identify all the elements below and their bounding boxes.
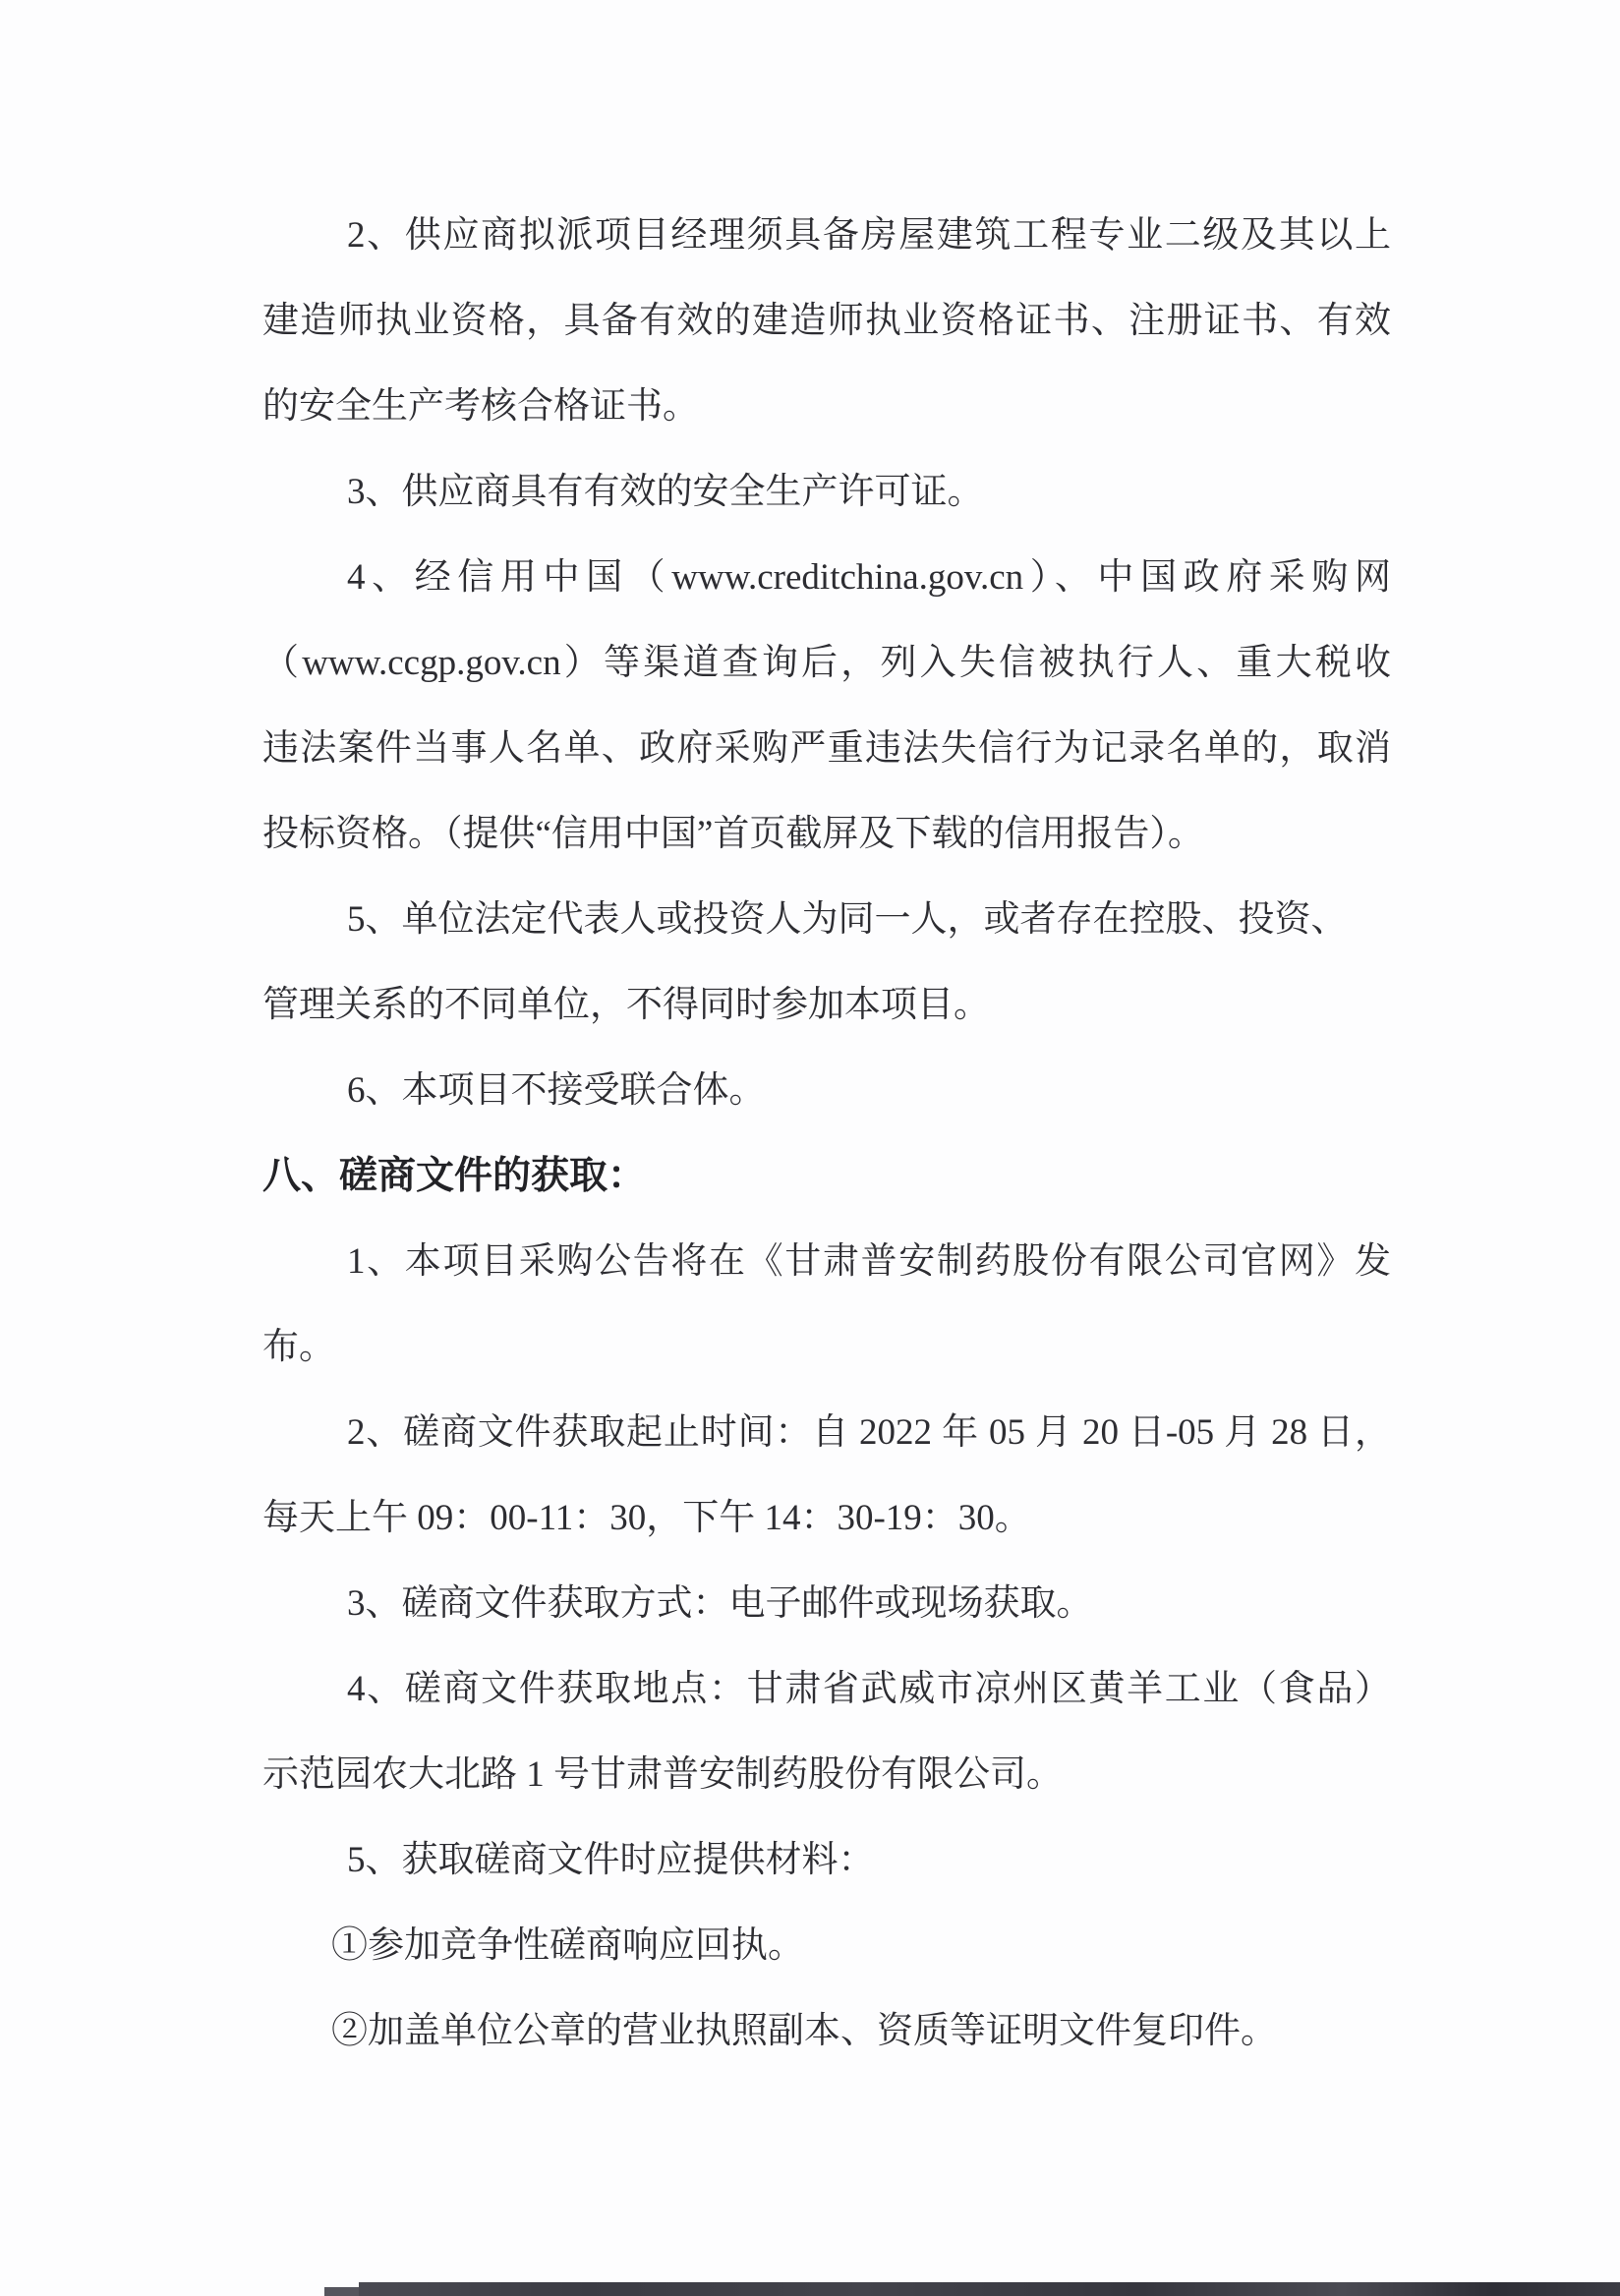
text-line: 的安全生产考核合格证书。 (262, 386, 699, 427)
text-line: 3、磋商文件获取方式：电子邮件或现场获取。 (347, 1583, 1093, 1624)
text-line: 投标资格。（提供“信用中国”首页截屏及下载的信用报告）。 (262, 814, 1204, 854)
text-line: 八、磋商文件的获取： (262, 1155, 647, 1197)
document-body (262, 193, 1391, 2074)
text-line: （www.ccgp.gov.cn）等渠道查询后，列入失信被执行人、重大税收 (262, 643, 1391, 683)
text-line: 5、获取磋商文件时应提供材料： (347, 1840, 875, 1880)
text-line: 6、本项目不接受联合体。 (347, 1070, 766, 1111)
text-line: 管理关系的不同单位，不得同时参加本项目。 (262, 985, 990, 1025)
text-line: 建造师执业资格，具备有效的建造师执业资格证书、注册证书、有效 (262, 301, 1391, 341)
text-line: 4、磋商文件获取地点：甘肃省武威市凉州区黄羊工业（食品） (347, 1669, 1391, 1709)
text-line: 2、磋商文件获取起止时间：自 2022 年 05 月 20 日-05 月 28 日， (347, 1412, 1391, 1453)
text-line: ②加盖单位公章的营业执照副本、资质等证明文件复印件。 (331, 2011, 1277, 2051)
text-line: 每天上午 09：00-11：30，下午 14：30-19：30。 (262, 1498, 1031, 1538)
text-line: 4、经信用中国（www.creditchina.gov.cn）、中国政府采购网 (347, 557, 1391, 598)
text-line: 2、供应商拟派项目经理须具备房屋建筑工程专业二级及其以上 (347, 215, 1391, 256)
scan-artifact-nub (324, 2287, 360, 2296)
text-line: 5、单位法定代表人或投资人为同一人，或者存在控股、投资、 (347, 899, 1348, 940)
text-line: 布。 (262, 1327, 335, 1367)
scan-artifact-bar (359, 2282, 1620, 2296)
text-line: 1、本项目采购公告将在《甘肃普安制药股份有限公司官网》发 (347, 1241, 1391, 1282)
text-line: 示范园农大北路 1 号甘肃普安制药股份有限公司。 (262, 1754, 1063, 1795)
text-line: ①参加竞争性磋商响应回执。 (331, 1925, 804, 1966)
text-line: 违法案件当事人名单、政府采购严重违法失信行为记录名单的，取消 (262, 728, 1391, 769)
text-line: 3、供应商具有有效的安全生产许可证。 (347, 472, 984, 512)
